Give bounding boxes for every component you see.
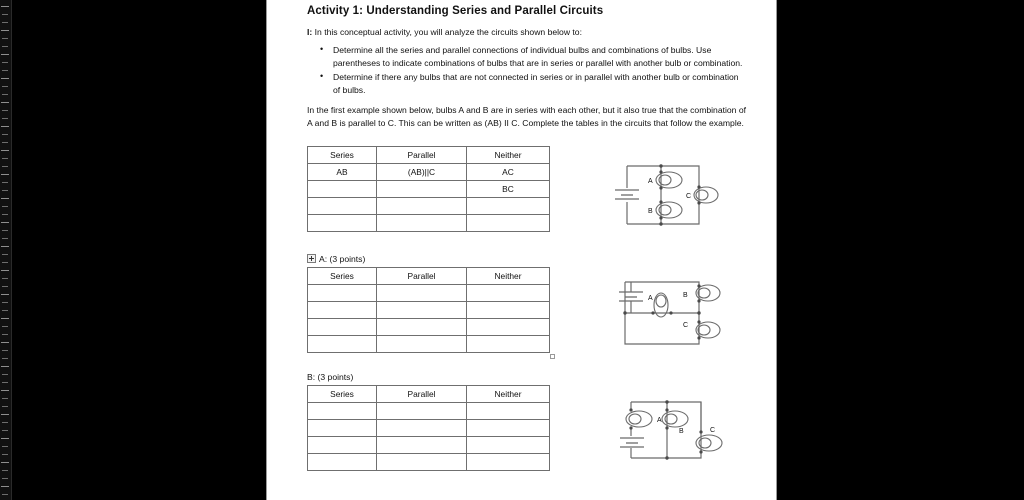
table-cell[interactable] [467,403,550,420]
table-row[interactable] [308,420,550,437]
answer-table-example[interactable] [307,146,550,232]
circuit-a-figure [615,274,727,356]
table-cell[interactable] [308,420,377,437]
circuit-a-svg [615,274,727,356]
example-circuit-svg [613,152,723,237]
table-cell[interactable] [308,437,377,454]
table-row[interactable] [308,437,550,454]
column-header-series: Series [308,147,377,164]
bulb-label-c: C [686,193,692,201]
table-cell[interactable] [467,420,550,437]
section-row-b [307,370,747,383]
table-cell[interactable]: AB [308,164,377,181]
table-cell[interactable] [377,454,467,471]
answer-table-b[interactable] [307,385,550,471]
column-header-neither: Neither [467,386,550,403]
intro-line [307,26,747,38]
table-cell[interactable] [467,302,550,319]
table-cell[interactable] [377,215,467,232]
table-row[interactable] [308,285,550,302]
bulb-label-c: C [683,322,689,330]
table-cell[interactable] [308,319,377,336]
table-wrap-example [307,146,550,232]
answer-table-a[interactable] [307,267,550,353]
block-b [307,370,747,480]
table-row[interactable] [308,215,550,232]
table-row[interactable] [308,302,550,319]
table-cell[interactable] [308,302,377,319]
table-header-row [308,268,550,285]
column-header-parallel: Parallel [377,268,467,285]
example-block [307,140,747,252]
table-cell[interactable] [308,285,377,302]
table-row[interactable] [308,403,550,420]
table-cell[interactable]: AC [467,164,550,181]
table-cell[interactable] [467,336,550,353]
table-row[interactable] [308,319,550,336]
column-header-parallel: Parallel [377,386,467,403]
column-header-parallel: Parallel [377,147,467,164]
column-header-neither: Neither [467,268,550,285]
table-cell[interactable] [467,285,550,302]
bulb-label-a: A [648,178,653,186]
table-cell[interactable] [308,198,377,215]
page-content [307,4,747,480]
page-title: Activity 1: Understanding Series and Parallel Circuits [307,5,604,17]
table-cell[interactable] [377,285,467,302]
block-a [307,252,747,370]
table-row[interactable] [308,164,550,181]
example-paragraph: In the first example shown below, bulbs A and B are in series with each other, but it also true that the combination of A and B is parallel to C. This can be written as (AB) II C. Complete the tables in the circuits that follow the example. [307,105,747,129]
column-header-neither: Neither [467,147,550,164]
table-row[interactable] [308,454,550,471]
bulb-label-b: B [648,208,653,216]
bulb-label-a: A [648,295,653,303]
example-circuit-figure [613,152,723,237]
table-cell[interactable] [308,454,377,471]
table-cell[interactable] [467,319,550,336]
table-wrap-a [307,267,550,353]
bulb-label-b: B [679,428,684,436]
table-cell[interactable] [377,319,467,336]
expand-plus-icon[interactable] [307,254,316,263]
bulb-label-c: C [710,427,716,435]
intro-prefix: I: [307,27,313,38]
circuit-b-svg [617,388,735,473]
column-header-series: Series [308,268,377,285]
intro-text: In this conceptual activity, you will analyze the circuits shown below to: [312,27,582,38]
table-wrap-b [307,385,550,471]
vertical-ruler[interactable] [0,0,12,500]
table-cell[interactable] [467,437,550,454]
table-header-row [308,147,550,164]
table-cell[interactable] [308,181,377,198]
table-cell[interactable] [377,302,467,319]
instruction-bullet-list [307,44,747,97]
table-cell[interactable] [467,198,550,215]
bulb-label-b: B [683,292,688,300]
table-cell[interactable] [467,215,550,232]
table-row[interactable] [308,198,550,215]
list-item: • Determine all the series and parallel connections of individual bulbs and combinations of bulbs. Use parentheses to indicate combinations of bulbs that are in series or parallel with another bulb or combination. [333,44,747,70]
table-cell[interactable] [377,181,467,198]
table-row[interactable] [308,181,550,198]
table-cell[interactable] [308,403,377,420]
table-cell[interactable] [377,198,467,215]
column-header-series: Series [308,386,377,403]
table-cell[interactable] [308,215,377,232]
table-row[interactable] [308,336,550,353]
circuit-b-figure [617,388,735,473]
table-header-row [308,386,550,403]
section-label-b: B: (3 points) [307,371,354,382]
table-cell[interactable] [467,454,550,471]
table-resize-handle[interactable] [550,354,555,359]
document-page[interactable] [267,0,776,500]
list-item: • Determine if there any bulbs that are not connected in series or in parallel with another bulb or combination of bulbs. [333,71,747,97]
table-cell[interactable] [377,336,467,353]
table-cell[interactable] [377,437,467,454]
section-row-a [307,252,747,265]
section-label-a: A: (3 points) [319,253,366,264]
table-cell[interactable] [377,420,467,437]
table-cell[interactable]: (AB)||C [377,164,467,181]
table-cell[interactable] [377,403,467,420]
table-cell[interactable]: BC [467,181,550,198]
table-cell[interactable] [308,336,377,353]
bulb-label-a: A [657,417,662,425]
